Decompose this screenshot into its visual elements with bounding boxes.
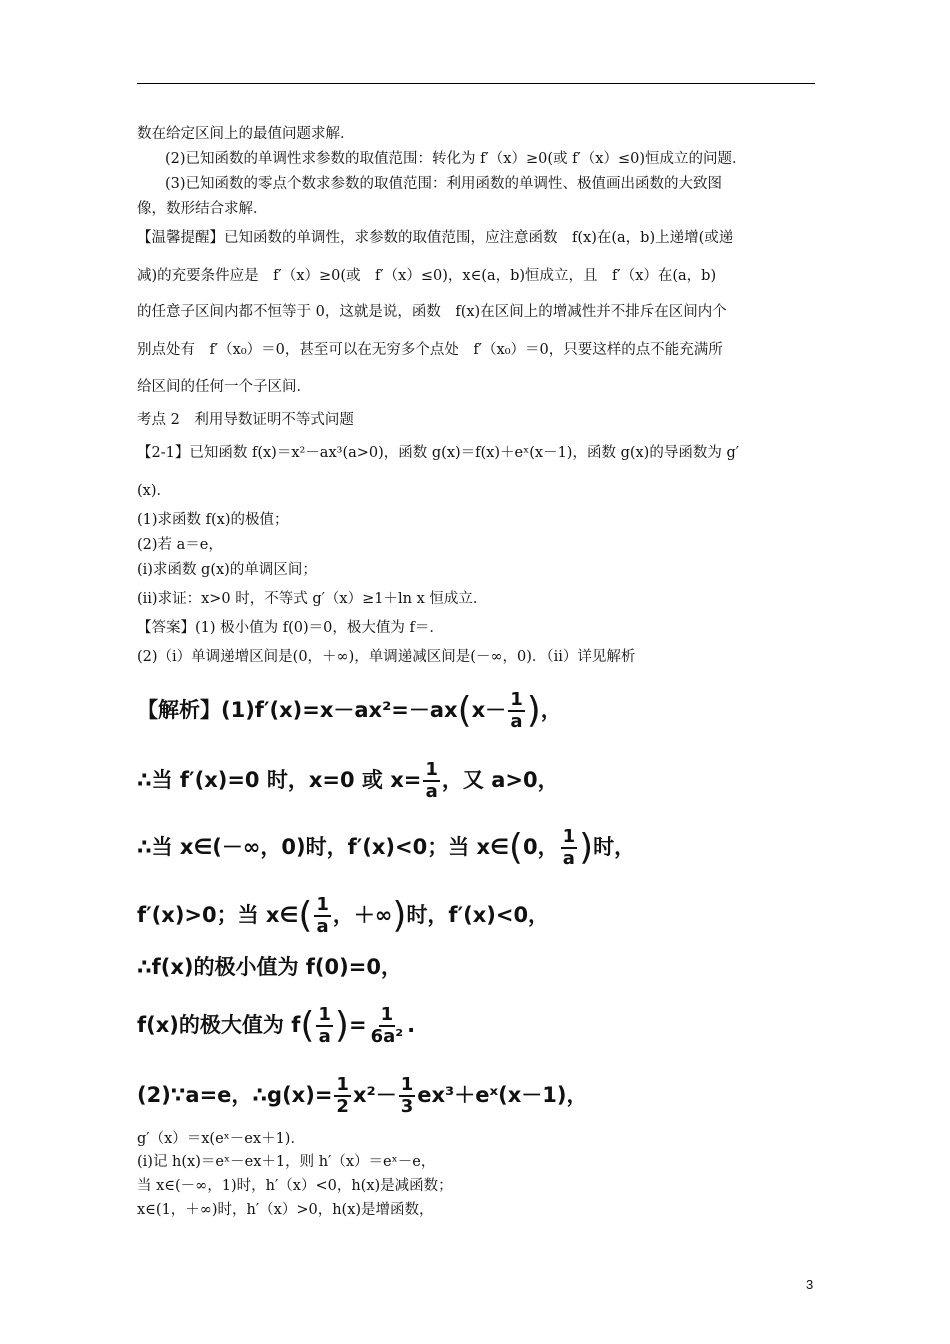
solution-line-1: 【解析】(1)f′(x)=x－ax²=－ax(x－ $\frac{1}{a}$ )， xyxy=(137,689,562,732)
solution-line-2: ∴当 f′(x)=0 时，x=0 或 x= $\frac{1}{a}$ ，又 a>0， xyxy=(137,759,559,802)
question-2: (2)若 a＝e， xyxy=(137,537,223,553)
solution-line-6: f(x)的极大值为 f( $\frac{1}{a}$ )= $\frac{1}{\text{6a²}}$ . xyxy=(137,1004,416,1047)
page-number: 3 xyxy=(806,1277,814,1292)
solution-line-4: f′(x)>0；当 x∈( $\frac{1}{a}$ ，＋∞)时，f′(x)<0， xyxy=(137,894,550,937)
section-heading: 考点 2 利用导数证明不等式问题 xyxy=(137,412,354,428)
text-line: 减)的充要条件应是 f′（x）≥0(或 f′（x）≤0)，x∈(a，b)恒成立，且 f′（x）在(a，b) xyxy=(137,268,717,284)
text-line: 的任意子区间内都不恒等于 0，这就是说，函数 f(x)在区间上的增减性并不排斥在区间内个 xyxy=(137,304,727,320)
solution-line-7: (2)∵a=e，∴g(x)= $\frac{1}{2}$ x²－ $\frac{1}{3}$ ex³＋eˣ(x－1)， xyxy=(137,1074,588,1117)
question-1: (1)求函数 f(x)的极值； xyxy=(137,512,289,528)
header-rule xyxy=(137,83,815,84)
solution-line-5: ∴f(x)的极小值为 f(0)=0， xyxy=(137,955,402,979)
text-line: 给区间的任何一个子区间． xyxy=(137,379,311,395)
question-2ii: (ⅱ)求证：x>0 时，不等式 g′（x）≥1＋ln x 恒成立． xyxy=(137,591,488,607)
text-line: (3)已知函数的零点个数求参数的取值范围：利用函数的单调性、极值画出函数的大致图 xyxy=(165,176,723,192)
text-line: 别点处有 f′（x₀）＝0，甚至可以在无穷多个点处 f′（x₀）＝0，只要这样的点不能充满所 xyxy=(137,342,723,358)
solution-line-3: ∴当 x∈(－∞，0)时，f′(x)<0；当 x∈(0， $\frac{1}{a}$ )时， xyxy=(137,826,636,869)
answer-1: 【答案】(1) 极小值为 f(0)＝0，极大值为 f＝． xyxy=(137,620,444,636)
text-line: 像，数形结合求解． xyxy=(137,201,268,217)
problem-statement: 【2-1】已知函数 f(x)＝x²－ax³(a>0)，函数 g(x)＝f(x)＋eˣ(x－1)，函数 g(x)的导函数为 g′ xyxy=(137,445,740,461)
text-line: x∈(1，＋∞)时，h′（x）>0，h(x)是增函数， xyxy=(137,1202,434,1218)
text-line: (ⅰ)记 h(x)＝eˣ－ex＋1，则 h′（x）＝eˣ－e， xyxy=(137,1154,436,1170)
text-line: 当 x∈(－∞，1)时，h′（x）<0，h(x)是减函数； xyxy=(137,1178,453,1194)
text-line: (2)已知函数的单调性求参数的取值范围：转化为 f′（x）≥0(或 f′（x）≤0)恒成立的问题． xyxy=(165,151,747,167)
text-line: g′（x）＝x(eˣ－ex＋1)． xyxy=(137,1131,305,1147)
question-2i: (ⅰ)求函数 g(x)的单调区间； xyxy=(137,562,317,578)
text-line: 【温馨提醒】已知函数的单调性，求参数的取值范围，应注意函数 f(x)在(a，b)上递增(或递 xyxy=(137,230,734,246)
problem-statement: (x)． xyxy=(137,483,171,499)
answer-2: (2)（ⅰ）单调递增区间是(0，＋∞)，单调递减区间是(－∞，0)．（ⅱ）详见解析 xyxy=(137,649,636,665)
text-line: 数在给定区间上的最值问题求解． xyxy=(137,126,355,142)
